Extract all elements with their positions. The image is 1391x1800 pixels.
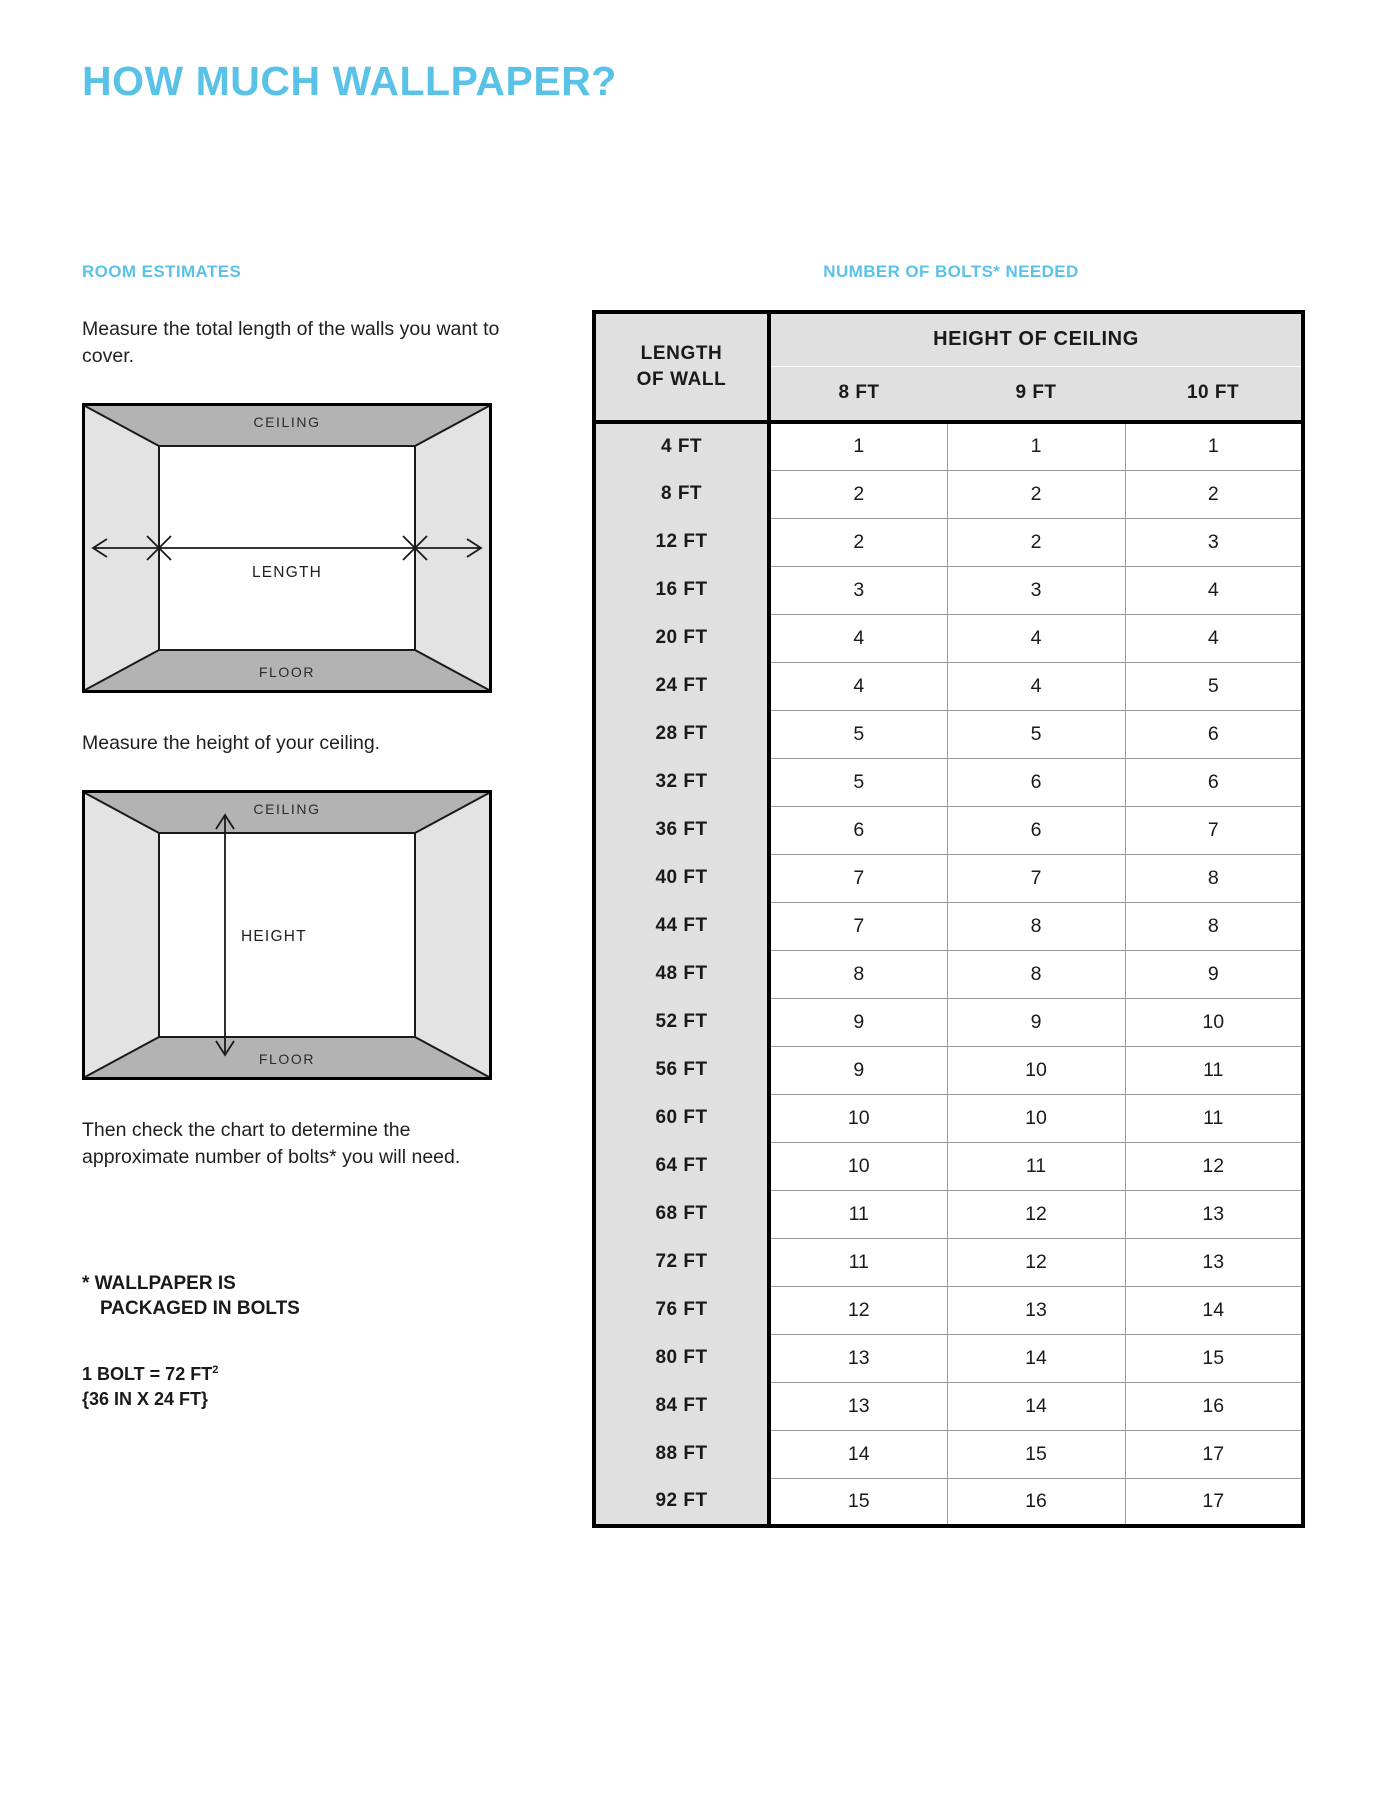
cell-bolts-8ft: 10 bbox=[769, 1142, 947, 1190]
cell-bolts-10ft: 7 bbox=[1125, 806, 1303, 854]
cell-bolts-8ft: 7 bbox=[769, 854, 947, 902]
column-header-10ft: 10 FT bbox=[1125, 366, 1303, 422]
floor-label-1: FLOOR bbox=[258, 663, 316, 680]
row-header-length: 8 FT bbox=[594, 470, 769, 518]
cell-bolts-10ft: 9 bbox=[1125, 950, 1303, 998]
room-estimates-column bbox=[82, 262, 512, 1412]
row-header-length: 92 FT bbox=[594, 1478, 769, 1526]
cell-bolts-8ft: 3 bbox=[769, 566, 947, 614]
floor-label-2: FLOOR bbox=[258, 1050, 316, 1067]
bolt-size-superscript: 2 bbox=[212, 1363, 219, 1376]
table-row bbox=[594, 422, 1303, 470]
row-header-length: 36 FT bbox=[594, 806, 769, 854]
cell-bolts-8ft: 15 bbox=[769, 1478, 947, 1526]
cell-bolts-8ft: 6 bbox=[769, 806, 947, 854]
cell-bolts-10ft: 6 bbox=[1125, 710, 1303, 758]
bolt-size-line-2: {36 IN X 24 FT} bbox=[82, 1389, 209, 1409]
bolt-size-line-1 bbox=[82, 1362, 512, 1387]
cell-bolts-10ft: 10 bbox=[1125, 998, 1303, 1046]
row-header-length: 84 FT bbox=[594, 1382, 769, 1430]
cell-bolts-8ft: 13 bbox=[769, 1334, 947, 1382]
row-header-length: 68 FT bbox=[594, 1190, 769, 1238]
cell-bolts-9ft: 11 bbox=[947, 1142, 1125, 1190]
cell-bolts-10ft: 11 bbox=[1125, 1094, 1303, 1142]
cell-bolts-8ft: 4 bbox=[769, 614, 947, 662]
cell-bolts-8ft: 9 bbox=[769, 998, 947, 1046]
row-header-length: 72 FT bbox=[594, 1238, 769, 1286]
table-row bbox=[594, 998, 1303, 1046]
cell-bolts-9ft: 1 bbox=[947, 422, 1125, 470]
length-dimension-label: LENGTH bbox=[251, 563, 323, 581]
cell-bolts-10ft: 15 bbox=[1125, 1334, 1303, 1382]
cell-bolts-8ft: 14 bbox=[769, 1430, 947, 1478]
row-header-length: 48 FT bbox=[594, 950, 769, 998]
table-row bbox=[594, 710, 1303, 758]
row-header-length: 56 FT bbox=[594, 1046, 769, 1094]
cell-bolts-10ft: 13 bbox=[1125, 1190, 1303, 1238]
cell-bolts-8ft: 11 bbox=[769, 1238, 947, 1286]
cell-bolts-10ft: 14 bbox=[1125, 1286, 1303, 1334]
ceiling-label-1: CEILING bbox=[253, 413, 321, 430]
cell-bolts-9ft: 9 bbox=[947, 998, 1125, 1046]
cell-bolts-10ft: 11 bbox=[1125, 1046, 1303, 1094]
cell-bolts-8ft: 10 bbox=[769, 1094, 947, 1142]
row-header-length: 88 FT bbox=[594, 1430, 769, 1478]
table-row bbox=[594, 1286, 1303, 1334]
row-header-length: 28 FT bbox=[594, 710, 769, 758]
section-heading-room-estimates: ROOM ESTIMATES bbox=[82, 262, 242, 281]
step-2-text: Measure the height of your ceiling. bbox=[82, 731, 381, 754]
table-row bbox=[594, 1382, 1303, 1430]
cell-bolts-9ft: 7 bbox=[947, 854, 1125, 902]
step-1-text: Measure the total length of the walls you want to cover. bbox=[82, 318, 500, 367]
table-heading: NUMBER OF BOLTS* NEEDED bbox=[823, 262, 1079, 281]
row-header-length: 32 FT bbox=[594, 758, 769, 806]
row-header-length: 76 FT bbox=[594, 1286, 769, 1334]
table-row bbox=[594, 902, 1303, 950]
cell-bolts-9ft: 16 bbox=[947, 1478, 1125, 1526]
cell-bolts-8ft: 5 bbox=[769, 758, 947, 806]
cell-bolts-9ft: 15 bbox=[947, 1430, 1125, 1478]
row-header-length: 44 FT bbox=[594, 902, 769, 950]
cell-bolts-10ft: 1 bbox=[1125, 422, 1303, 470]
column-header-length-line2: OF WALL bbox=[636, 369, 727, 390]
cell-bolts-9ft: 2 bbox=[947, 518, 1125, 566]
table-row bbox=[594, 566, 1303, 614]
cell-bolts-9ft: 10 bbox=[947, 1046, 1125, 1094]
cell-bolts-9ft: 12 bbox=[947, 1238, 1125, 1286]
bolts-table-column bbox=[592, 262, 1310, 1528]
table-row bbox=[594, 470, 1303, 518]
cell-bolts-10ft: 5 bbox=[1125, 662, 1303, 710]
row-header-length: 24 FT bbox=[594, 662, 769, 710]
table-row bbox=[594, 518, 1303, 566]
row-header-length: 12 FT bbox=[594, 518, 769, 566]
table-body bbox=[594, 422, 1303, 1526]
cell-bolts-9ft: 6 bbox=[947, 806, 1125, 854]
cell-bolts-9ft: 4 bbox=[947, 662, 1125, 710]
footnote-line-1: * WALLPAPER IS bbox=[82, 1272, 236, 1294]
cell-bolts-8ft: 9 bbox=[769, 1046, 947, 1094]
cell-bolts-9ft: 14 bbox=[947, 1334, 1125, 1382]
cell-bolts-10ft: 3 bbox=[1125, 518, 1303, 566]
table-row bbox=[594, 1430, 1303, 1478]
cell-bolts-10ft: 13 bbox=[1125, 1238, 1303, 1286]
cell-bolts-10ft: 17 bbox=[1125, 1430, 1303, 1478]
row-header-length: 16 FT bbox=[594, 566, 769, 614]
room-diagram-length bbox=[82, 403, 492, 693]
column-header-8ft: 8 FT bbox=[769, 366, 947, 422]
cell-bolts-9ft: 3 bbox=[947, 566, 1125, 614]
cell-bolts-10ft: 8 bbox=[1125, 854, 1303, 902]
footnote-block bbox=[82, 1271, 512, 1413]
table-row bbox=[594, 1334, 1303, 1382]
table-header-row-group bbox=[594, 312, 1303, 366]
room-diagram-height bbox=[82, 790, 492, 1080]
cell-bolts-9ft: 13 bbox=[947, 1286, 1125, 1334]
column-group-header-height-of-ceiling: HEIGHT OF CEILING bbox=[769, 312, 1303, 366]
cell-bolts-9ft: 5 bbox=[947, 710, 1125, 758]
height-dimension-label: HEIGHT bbox=[241, 927, 307, 945]
table-row bbox=[594, 758, 1303, 806]
cell-bolts-9ft: 8 bbox=[947, 950, 1125, 998]
cell-bolts-9ft: 2 bbox=[947, 470, 1125, 518]
page-title: HOW MUCH WALLPAPER? bbox=[82, 58, 617, 104]
table-row bbox=[594, 662, 1303, 710]
cell-bolts-8ft: 5 bbox=[769, 710, 947, 758]
table-row bbox=[594, 1046, 1303, 1094]
row-header-length: 40 FT bbox=[594, 854, 769, 902]
table-row bbox=[594, 1190, 1303, 1238]
room-perspective-shading-1 bbox=[85, 406, 489, 690]
footnote-line-2: PACKAGED IN BOLTS bbox=[100, 1298, 300, 1320]
cell-bolts-10ft: 4 bbox=[1125, 614, 1303, 662]
row-header-length: 80 FT bbox=[594, 1334, 769, 1382]
table-row bbox=[594, 950, 1303, 998]
cell-bolts-8ft: 8 bbox=[769, 950, 947, 998]
cell-bolts-8ft: 2 bbox=[769, 518, 947, 566]
table-row bbox=[594, 1094, 1303, 1142]
cell-bolts-8ft: 1 bbox=[769, 422, 947, 470]
column-header-length-of-wall bbox=[594, 312, 769, 422]
table-row bbox=[594, 806, 1303, 854]
table-row bbox=[594, 1238, 1303, 1286]
cell-bolts-10ft: 2 bbox=[1125, 470, 1303, 518]
table-row bbox=[594, 1142, 1303, 1190]
row-header-length: 64 FT bbox=[594, 1142, 769, 1190]
cell-bolts-8ft: 7 bbox=[769, 902, 947, 950]
cell-bolts-9ft: 8 bbox=[947, 902, 1125, 950]
row-header-length: 52 FT bbox=[594, 998, 769, 1046]
column-header-length-line1: LENGTH bbox=[640, 343, 723, 365]
cell-bolts-10ft: 6 bbox=[1125, 758, 1303, 806]
cell-bolts-8ft: 13 bbox=[769, 1382, 947, 1430]
row-header-length: 20 FT bbox=[594, 614, 769, 662]
bolt-size-text: 1 BOLT = 72 FT bbox=[82, 1363, 213, 1384]
table-row bbox=[594, 614, 1303, 662]
cell-bolts-9ft: 12 bbox=[947, 1190, 1125, 1238]
bolts-table bbox=[592, 310, 1305, 1528]
cell-bolts-8ft: 12 bbox=[769, 1286, 947, 1334]
cell-bolts-9ft: 10 bbox=[947, 1094, 1125, 1142]
column-header-9ft: 9 FT bbox=[947, 366, 1125, 422]
cell-bolts-9ft: 6 bbox=[947, 758, 1125, 806]
table-row bbox=[594, 1478, 1303, 1526]
cell-bolts-9ft: 4 bbox=[947, 614, 1125, 662]
cell-bolts-9ft: 14 bbox=[947, 1382, 1125, 1430]
table-head bbox=[594, 312, 1303, 422]
cell-bolts-10ft: 12 bbox=[1125, 1142, 1303, 1190]
cell-bolts-10ft: 4 bbox=[1125, 566, 1303, 614]
cell-bolts-10ft: 16 bbox=[1125, 1382, 1303, 1430]
table-row bbox=[594, 854, 1303, 902]
cell-bolts-8ft: 2 bbox=[769, 470, 947, 518]
cell-bolts-8ft: 4 bbox=[769, 662, 947, 710]
cell-bolts-10ft: 17 bbox=[1125, 1478, 1303, 1526]
cell-bolts-10ft: 8 bbox=[1125, 902, 1303, 950]
step-3-text: Then check the chart to determine the approximate number of bolts* you will need. bbox=[82, 1118, 461, 1168]
row-header-length: 60 FT bbox=[594, 1094, 769, 1142]
row-header-length: 4 FT bbox=[594, 422, 769, 470]
ceiling-label-2: CEILING bbox=[253, 800, 321, 817]
cell-bolts-8ft: 11 bbox=[769, 1190, 947, 1238]
